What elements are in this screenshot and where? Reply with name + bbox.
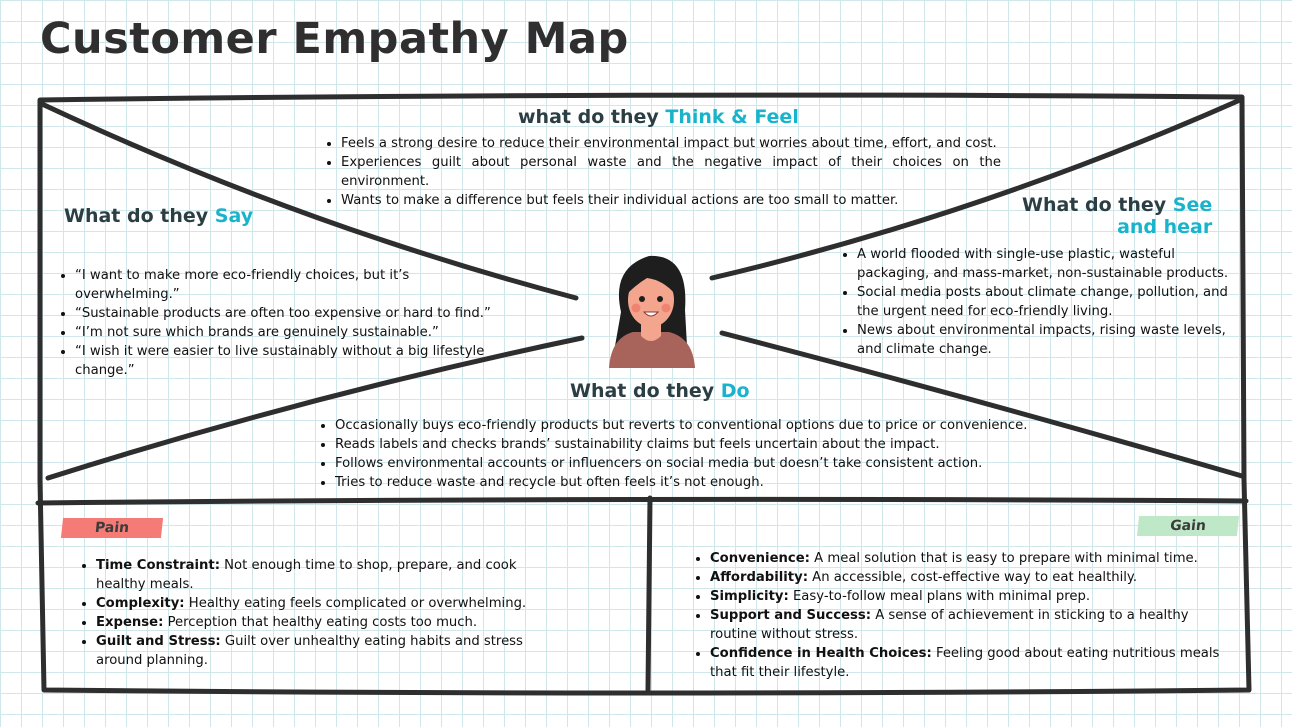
- list-item: [710, 587, 1230, 606]
- pain-text: Perception that healthy eating costs too much.: [167, 615, 478, 630]
- say-heading-accent: Say: [214, 205, 254, 227]
- list-item: • A world flooded with single-use plastic, wasteful packaging, and mass-market, non-sustainable products.: [857, 245, 1239, 283]
- pain-text: Guilt over unhealthy eating habits and stress around planning.: [96, 634, 523, 668]
- list-item: [96, 594, 536, 613]
- see-hear-heading-accent-1: See: [1172, 194, 1213, 216]
- see-hear-list: [841, 245, 1239, 359]
- list-item: • “I want to make more eco-friendly choices, but it’s overwhelming.”: [75, 266, 505, 304]
- gain-term: Simplicity:: [710, 589, 789, 604]
- think-feel-heading: [518, 106, 799, 128]
- list-item: • Tries to reduce waste and recycle but often feels it’s not enough.: [335, 473, 1055, 492]
- pain-term: Time Constraint:: [96, 558, 220, 573]
- list-item: [710, 644, 1230, 682]
- pain-list: [80, 556, 536, 670]
- page-title: Customer Empathy Map: [40, 14, 629, 64]
- do-heading: [570, 380, 750, 402]
- see-hear-heading-prefix: What do they: [1022, 194, 1167, 216]
- list-item: • “I’m not sure which brands are genuinely sustainable.”: [75, 323, 505, 342]
- pain-text: Not enough time to shop, prepare, and cook healthy meals.: [96, 558, 517, 592]
- pain-text: Healthy eating feels complicated or overwhelming.: [188, 596, 527, 611]
- list-item: • News about environmental impacts, rising waste levels, and climate change.: [857, 321, 1239, 359]
- gain-term: Affordability:: [710, 570, 808, 585]
- gain-term: Confidence in Health Choices:: [710, 646, 932, 661]
- do-list: [319, 416, 1055, 492]
- pain-term: Expense:: [96, 615, 164, 630]
- list-item: [710, 568, 1230, 587]
- list-item: [710, 606, 1230, 644]
- gain-term: Convenience:: [710, 551, 810, 566]
- gain-text: Easy-to-follow meal plans with minimal prep.: [792, 589, 1091, 604]
- list-item: • Wants to make a difference but feels their individual actions are too small to matter.: [341, 191, 1001, 210]
- list-item: [96, 632, 536, 670]
- pain-term: Complexity:: [96, 596, 185, 611]
- list-item: • Reads labels and checks brands’ sustainability claims but feels uncertain about the impact.: [335, 435, 1055, 454]
- think-feel-heading-prefix: what do they: [518, 106, 659, 128]
- list-item: • Occasionally buys eco-friendly products but reverts to conventional options due to price or convenience.: [335, 416, 1055, 435]
- list-item: [96, 556, 536, 594]
- list-item: • “Sustainable products are often too expensive or hard to find.”: [75, 304, 505, 323]
- say-heading: [64, 205, 253, 227]
- gain-text: Feeling good about eating nutritious meals that fit their lifestyle.: [710, 646, 1220, 680]
- list-item: • Follows environmental accounts or influencers on social media but doesn’t take consistent action.: [335, 454, 1055, 473]
- gain-term: Support and Success:: [710, 608, 871, 623]
- gain-text: An accessible, cost-effective way to eat healthily.: [812, 570, 1138, 585]
- list-item: • Social media posts about climate change, pollution, and the urgent need for eco-friendly living.: [857, 283, 1239, 321]
- pain-term: Guilt and Stress:: [96, 634, 221, 649]
- gain-text: A sense of achievement in sticking to a healthy routine without stress.: [710, 608, 1189, 642]
- list-item: • “I wish it were easier to live sustainably without a big lifestyle change.”: [75, 342, 505, 380]
- gain-label: Gain: [1137, 516, 1239, 536]
- gain-text: A meal solution that is easy to prepare with minimal time.: [814, 551, 1198, 566]
- list-item: [710, 549, 1230, 568]
- pain-label: Pain: [61, 518, 163, 538]
- see-hear-heading-accent-2: and hear: [1117, 216, 1213, 238]
- list-item: • Experiences guilt about personal waste and the negative impact of their choices on the environment.: [341, 153, 1001, 191]
- gain-list: [694, 549, 1230, 682]
- do-heading-accent: Do: [720, 380, 750, 402]
- think-feel-list: [325, 134, 1001, 210]
- customer-avatar-icon: [603, 250, 699, 368]
- say-list: [59, 266, 505, 380]
- do-heading-prefix: What do they: [570, 380, 715, 402]
- think-feel-heading-accent: Think & Feel: [665, 106, 799, 128]
- say-heading-prefix: What do they: [64, 205, 209, 227]
- list-item: • Feels a strong desire to reduce their environmental impact but worries about time, effort, and cost.: [341, 134, 1001, 153]
- see-hear-heading: [1022, 194, 1212, 238]
- list-item: [96, 613, 536, 632]
